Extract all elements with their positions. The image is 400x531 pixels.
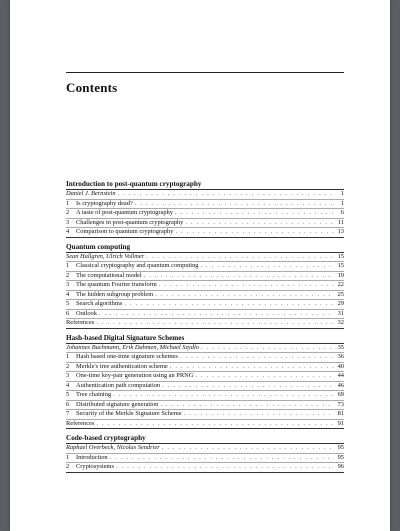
- entry-label: Classical cryptography and quantum computing: [76, 262, 199, 269]
- entry-label: Distributed signature generation: [76, 400, 159, 408]
- toc-section: [66, 180, 344, 238]
- leader-dots: [113, 391, 334, 400]
- leader-dots: [175, 209, 334, 218]
- page-number: 31: [337, 309, 344, 317]
- toc-entry[interactable]: [66, 271, 344, 281]
- entry-label: The computational model: [76, 271, 142, 279]
- leader-dots: [159, 281, 334, 290]
- entry-number: 2: [66, 362, 70, 370]
- entry-label: Tree chaining: [76, 391, 112, 398]
- entry-number: 2: [66, 209, 70, 216]
- toc-entry[interactable]: [66, 299, 344, 309]
- entry-label: The hidden subgroup problem: [76, 290, 154, 298]
- table-of-contents: [66, 180, 344, 478]
- page-number: 19: [337, 271, 344, 279]
- leader-dots: [185, 219, 334, 228]
- toc-entry[interactable]: [66, 462, 344, 473]
- leader-dots: [200, 262, 334, 271]
- author-names: Sean Hallgren, Ulrich Vollmer: [66, 252, 145, 260]
- toc-section: [66, 243, 344, 329]
- page-number: 36: [337, 353, 344, 360]
- page-number: 81: [337, 410, 344, 417]
- entry-number: 5: [66, 391, 70, 398]
- entry-label: Search algorithms: [76, 300, 123, 307]
- page-number: 13: [337, 228, 344, 235]
- section-title: Quantum computing: [66, 242, 131, 251]
- leader-dots: [175, 228, 334, 237]
- entry-number: 1: [66, 353, 70, 360]
- entry-number: 4: [66, 290, 70, 298]
- page-number: 69: [337, 391, 344, 398]
- author-row[interactable]: [66, 343, 344, 353]
- leader-dots: [162, 382, 334, 391]
- page-number: 46: [337, 381, 344, 389]
- entry-label: A taste of post-quantum cryptography: [76, 209, 173, 216]
- leader-dots: [155, 291, 334, 300]
- page-number: 96: [337, 463, 344, 470]
- top-rule: [66, 72, 344, 73]
- author-row[interactable]: [66, 443, 344, 453]
- author-row[interactable]: [66, 189, 344, 199]
- section-title: Introduction to post-quantum cryptography: [66, 180, 202, 188]
- page-title: Contents: [66, 80, 118, 95]
- toc-entry[interactable]: [66, 218, 344, 228]
- page-number: 40: [337, 362, 344, 370]
- leader-dots: [160, 401, 334, 410]
- entry-label: Security of the Merkle Signature Scheme: [76, 410, 182, 417]
- toc-entry[interactable]: [66, 362, 344, 372]
- entry-label: Authentication path computation: [76, 381, 161, 389]
- toc-section: [66, 434, 344, 473]
- entry-label: References: [66, 419, 95, 427]
- entry-number: 1: [66, 262, 70, 269]
- entry-number: 6: [66, 400, 70, 408]
- leader-dots: [146, 253, 334, 262]
- entry-label: References: [66, 319, 95, 326]
- entry-number: 4: [66, 228, 70, 235]
- entry-number: 1: [66, 453, 70, 461]
- toc-entry[interactable]: [66, 290, 344, 300]
- toc-entry[interactable]: [66, 227, 344, 238]
- toc-entry[interactable]: [66, 280, 344, 290]
- entry-number: 6: [66, 309, 70, 317]
- leader-dots: [180, 353, 334, 362]
- page-number: 15: [337, 262, 344, 269]
- toc-entry[interactable]: [66, 400, 344, 410]
- toc-entry[interactable]: [66, 381, 344, 391]
- page-number: 22: [337, 281, 344, 288]
- page-number: 1: [340, 190, 344, 197]
- leader-dots: [99, 310, 334, 319]
- page-number: 15: [337, 252, 344, 260]
- leader-dots: [201, 344, 334, 353]
- page-number: 32: [337, 319, 344, 326]
- leader-dots: [110, 454, 334, 463]
- toc-entry[interactable]: [66, 318, 344, 329]
- entry-number: 3: [66, 372, 70, 379]
- entry-label: Comparison to quantum cryptography: [76, 228, 174, 235]
- toc-entry[interactable]: [66, 390, 344, 400]
- author-row[interactable]: [66, 252, 344, 262]
- author-names: Johannes Buchmann, Erik Dahmen, Michael Szydlo: [66, 343, 199, 351]
- entry-number: 1: [66, 199, 70, 207]
- author-names: Daniel J. Bernstein: [66, 190, 116, 197]
- toc-entry[interactable]: [66, 409, 344, 419]
- toc-entry[interactable]: [66, 261, 344, 271]
- leader-dots: [162, 444, 334, 453]
- leader-dots: [184, 410, 334, 419]
- toc-entry[interactable]: [66, 208, 344, 218]
- toc-entry[interactable]: [66, 199, 344, 209]
- entry-number: 4: [66, 381, 70, 389]
- entry-number: 5: [66, 300, 70, 307]
- document-page: [10, 0, 390, 531]
- entry-label: Introduction: [76, 453, 108, 461]
- entry-label: One-time key-pair generation using an PRNG: [76, 372, 194, 379]
- entry-label: Outlook: [76, 309, 97, 317]
- section-title: Hash-based Digital Signature Schemes: [66, 333, 185, 342]
- entry-number: 7: [66, 410, 70, 417]
- author-names: Raphael Overbeck, Nicolas Sendrier: [66, 444, 160, 451]
- leader-dots: [144, 272, 334, 281]
- leader-dots: [170, 363, 334, 372]
- toc-section: [66, 334, 344, 430]
- section-title: Code-based cryptography: [66, 434, 146, 442]
- toc-entry[interactable]: [66, 453, 344, 463]
- leader-dots: [96, 319, 334, 328]
- leader-dots: [116, 463, 334, 472]
- leader-dots: [118, 190, 334, 199]
- toc-entry[interactable]: [66, 419, 344, 430]
- leader-dots: [195, 372, 334, 381]
- page-number: 73: [337, 400, 344, 408]
- leader-dots: [124, 300, 334, 309]
- page-number: 6: [340, 209, 344, 216]
- leader-dots: [96, 420, 334, 429]
- page-number: 29: [337, 300, 344, 307]
- entry-label: Hash based one-time signature schemes: [76, 353, 178, 360]
- page-number: 1: [340, 199, 344, 207]
- entry-label: The quantum Fourier transform: [76, 281, 157, 288]
- entry-label: Is cryptography dead?: [76, 199, 133, 207]
- page-number: 95: [337, 444, 344, 451]
- entry-label: Cryptosystems: [76, 463, 114, 470]
- page-number: 35: [337, 343, 344, 351]
- toc-entry[interactable]: [66, 352, 344, 362]
- entry-label: Challenges in post-quantum cryptography: [76, 218, 184, 226]
- page-number: 25: [337, 290, 344, 298]
- page-number: 91: [337, 419, 344, 427]
- leader-dots: [135, 200, 334, 209]
- entry-label: Merkle's tree authentication scheme: [76, 362, 168, 370]
- toc-entry[interactable]: [66, 309, 344, 319]
- entry-number: 2: [66, 463, 70, 470]
- page-number: 95: [337, 453, 344, 461]
- entry-number: 2: [66, 271, 70, 279]
- page-number: 44: [337, 372, 344, 379]
- entry-number: 3: [66, 281, 70, 288]
- page-number: 11: [337, 218, 344, 226]
- entry-number: 3: [66, 218, 70, 226]
- toc-entry[interactable]: [66, 371, 344, 381]
